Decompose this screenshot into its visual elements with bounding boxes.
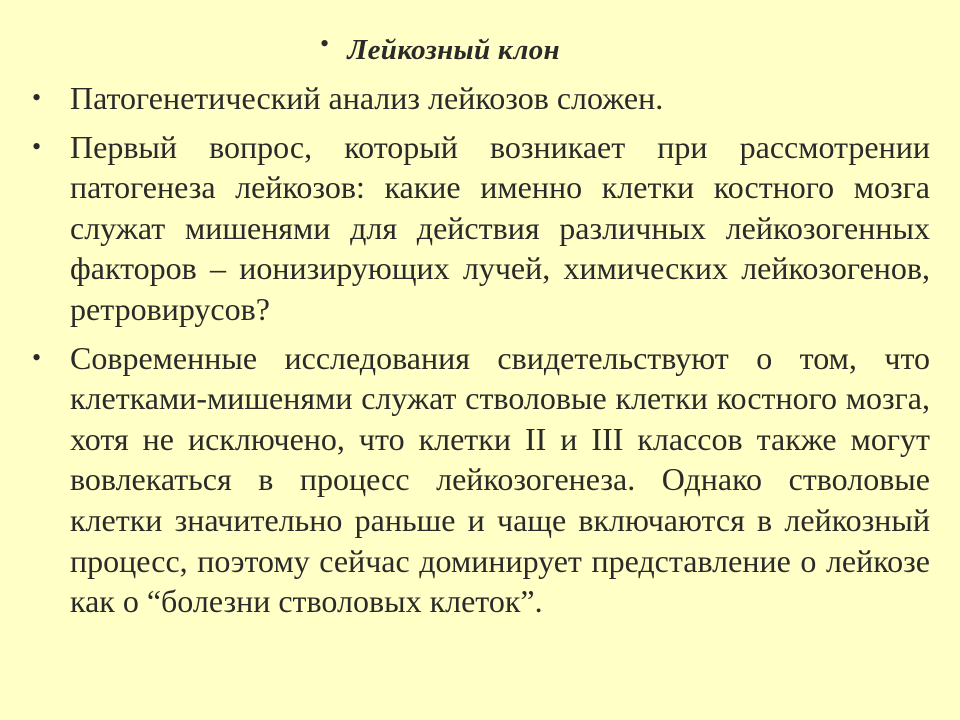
list-item-text: Патогенетический анализ лейкозов сложен.: [70, 80, 664, 116]
bullet-icon: •: [32, 342, 42, 372]
slide-title-row: [320, 30, 560, 70]
bullet-icon: •: [32, 131, 42, 161]
list-item: [30, 78, 930, 119]
bullet-icon: •: [32, 83, 42, 112]
slide-title: Лейкозный клон: [347, 33, 560, 66]
bullet-list: [30, 78, 930, 630]
list-item: [30, 338, 930, 622]
list-item-text: Первый вопрос, который возникает при рассмотрении патогенеза лейкозов: какие именно клетки костного мозга служат мишенями для действия различных лейкозогенных факторов – ионизирующих лучей, химических лейкозогенов, ретровирусов?: [70, 128, 930, 327]
list-item: [30, 127, 930, 330]
bullet-icon: •: [320, 29, 330, 58]
list-item-text: Современные исследования свидетельствуют о том, что клетками-мишенями служат стволовые клетки костного мозга, хотя не исключено, что клетки II и III классов также могут вовлекаться в процесс лейкозогенеза. Однако стволовые клетки значительно раньше и чаще включаются в лейкозный процесс, поэтому сейчас доминирует представление о лейкозе как о “болезни стволовых клеток”.: [70, 339, 930, 620]
